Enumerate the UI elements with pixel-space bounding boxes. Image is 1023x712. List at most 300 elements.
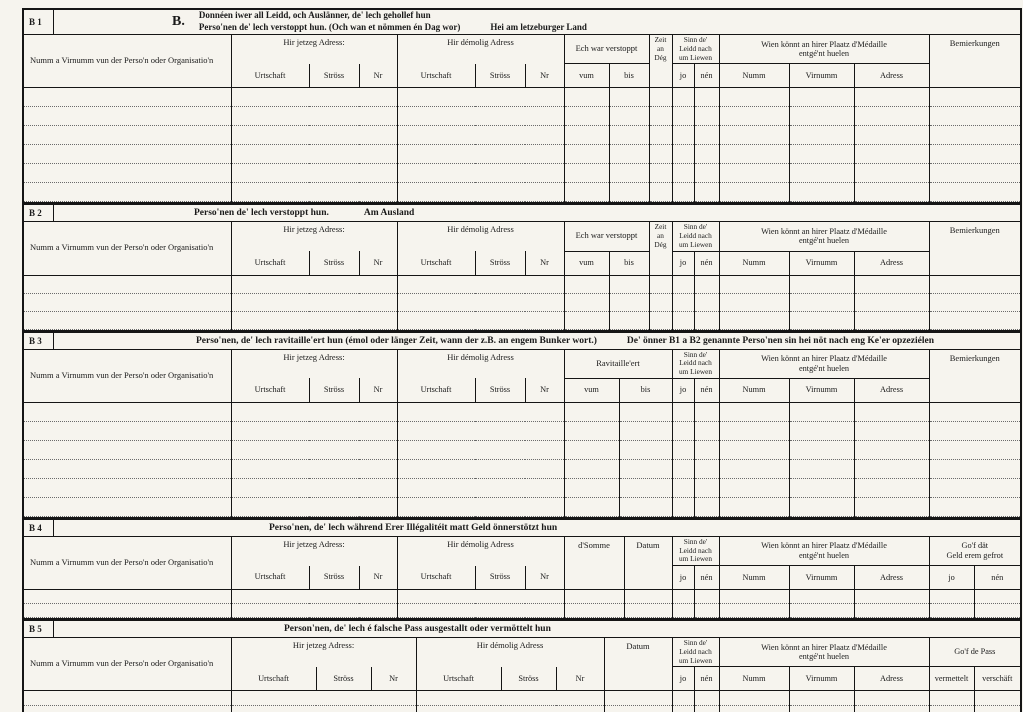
ruled-cell [564,497,619,516]
ruled-cell [719,145,789,164]
section-b5-title: Person'nen, de' lech é falsche Pass ausgestallt oder vermöttelt hun [284,624,551,634]
header-row [24,537,1020,566]
ruled-cell [694,421,719,440]
ruled-cell [719,275,789,293]
ruled-cell [854,164,929,183]
col-jetzeg-urtschaft: Urtschaft [231,667,316,691]
col-jo: jo [672,667,694,691]
table-row [24,691,1020,706]
ruled-cell [397,164,564,183]
ruled-cell [974,604,1020,618]
ruled-cell [694,604,719,618]
ruled-cell [564,88,609,107]
col-med-numm: Numm [719,64,789,88]
col-pass-verschaeft: verschäft [974,667,1020,691]
section-b5-title-row [24,621,1020,638]
col-demolig-urtschaft: Urtschaft [397,378,475,402]
section-b3-title: Perso'nen, de' lech ravitaille'ert hun (émol oder länger Zeit, wann der z.B. an engem Bunker wort.) [196,335,597,346]
col-demolig-adress: Hir démolig Adress [397,35,564,64]
ruled-cell [789,421,854,440]
col-demolig-stross: Ströss [475,64,525,88]
ruled-cell [719,421,789,440]
ruled-cell [789,402,854,421]
header-row [24,638,1020,667]
section-id-b4: B 4 [24,520,54,536]
col-med-adress: Adress [854,251,929,275]
ruled-cell [929,706,974,712]
col-nen: nén [694,64,719,88]
ruled-cell [789,293,854,311]
col-demolig-urtschaft: Urtschaft [416,667,501,691]
ruled-cell [24,126,231,145]
ruled-cell [854,275,929,293]
ruled-cell [789,311,854,329]
col-med-numm: Numm [719,378,789,402]
table-row [24,126,1020,145]
col-geld-gefrot: Go'f dät Geld erem gefrot [929,537,1020,566]
ruled-cell [231,706,416,712]
ruled-cell [719,497,789,516]
ruled-cell [231,440,397,459]
ruled-cell [672,478,694,497]
ruled-cell [672,691,694,706]
table-row [24,88,1020,107]
ruled-cell [397,126,564,145]
ruled-cell [929,497,1020,516]
col-demolig-nr: Nr [525,378,564,402]
ruled-cell [649,183,672,202]
col-jo: jo [672,566,694,590]
ruled-cell [24,164,231,183]
table-row [24,478,1020,497]
ruled-cell [564,107,609,126]
col-bis: bis [609,251,649,275]
ruled-cell [719,706,789,712]
ruled-cell [929,164,1020,183]
col-jetzeg-nr: Nr [359,64,397,88]
section-b1-title-line2: Perso'nen de' lech verstoppt hun. (Och wan et nömmen én Dag wor) Hei am letzeburger Land [198,22,587,32]
ruled-cell [231,311,397,329]
ruled-cell [929,459,1020,478]
ruled-cell [694,691,719,706]
table-row [24,421,1020,440]
ruled-cell [24,706,231,712]
ruled-cell [789,107,854,126]
col-bemierkungen: Bemierkungen [929,350,1020,403]
col-bemierkungen: Bemierkungen [929,35,1020,88]
ruled-cell [564,145,609,164]
ruled-cell [672,145,694,164]
ruled-cell [854,107,929,126]
ruled-cell [231,402,397,421]
ruled-cell [719,604,789,618]
col-pass: Go'f de Pass [929,638,1020,667]
section-b3-title-row [24,333,1020,350]
col-jo: jo [672,251,694,275]
col-bis: bis [619,378,672,402]
table-row [24,590,1020,604]
table-row [24,275,1020,293]
ruled-cell [564,183,609,202]
ruled-cell [974,706,1020,712]
ruled-cell [231,275,397,293]
ruled-cell [604,706,672,712]
ruled-cell [231,691,416,706]
ruled-cell [854,478,929,497]
ruled-cell [694,402,719,421]
col-datum: Datum [604,638,672,691]
col-demolig-nr: Nr [525,251,564,275]
ruled-cell [397,497,564,516]
ruled-cell [24,691,231,706]
ruled-cell [624,590,672,604]
ruled-cell [24,459,231,478]
col-demolig-nr: Nr [556,667,604,691]
ruled-cell [564,311,609,329]
ruled-cell [694,88,719,107]
table-b5 [24,638,1020,712]
ruled-cell [397,311,564,329]
ruled-cell [929,478,1020,497]
col-jetzeg-adress: Hir jetzeg Adress: [231,35,397,64]
ruled-cell [564,164,609,183]
ruled-cell [24,421,231,440]
ruled-cell [789,164,854,183]
col-med-numm: Numm [719,667,789,691]
ruled-cell [397,478,564,497]
ruled-cell [789,604,854,618]
ruled-cell [24,88,231,107]
ruled-cell [929,311,1020,329]
ruled-cell [619,478,672,497]
ruled-cell [564,402,619,421]
ruled-cell [854,706,929,712]
col-name: Numm a Virnumm vun der Perso'n oder Organisatio'n [24,537,231,590]
ruled-cell [231,590,397,604]
section-b1-title-line2b: Hei am letzeburger Land [490,22,587,32]
ruled-cell [854,293,929,311]
ruled-cell [416,691,604,706]
ruled-cell [397,459,564,478]
ruled-cell [719,590,789,604]
ruled-cell [929,402,1020,421]
col-medaille: Wien könnt an hirer Plaatz d'Médaille entgé'nt huelen [719,537,929,566]
ruled-cell [854,126,929,145]
section-b2-title: Perso'nen de' lech verstoppt hun. [194,208,329,219]
ruled-cell [789,440,854,459]
ruled-cell [854,145,929,164]
section-b1-title-line1: Donnéen iwer all Leidd, och Auslänner, de' lech gehollef hun [198,10,431,21]
ruled-cell [929,440,1020,459]
ruled-cell [564,478,619,497]
col-jetzeg-adress: Hir jetzeg Adress: [231,537,397,566]
ruled-cell [624,604,672,618]
col-jetzeg-stross: Ströss [309,566,359,590]
ruled-cell [24,402,231,421]
ruled-cell [397,590,564,604]
ruled-cell [672,590,694,604]
ruled-cell [929,126,1020,145]
col-zeit: Zeit an Dég [649,35,672,88]
table-row [24,311,1020,329]
section-b3 [24,330,1020,517]
ruled-cell [24,497,231,516]
ruled-cell [719,691,789,706]
section-id-b5: B 5 [24,621,54,637]
ruled-cell [719,107,789,126]
col-med-virnumm: Virnumm [789,64,854,88]
ruled-cell [564,126,609,145]
ruled-cell [672,293,694,311]
ruled-cell [854,88,929,107]
ruled-cell [974,590,1020,604]
ruled-cell [672,421,694,440]
ruled-cell [789,459,854,478]
ruled-cell [719,164,789,183]
col-demolig-adress: Hir démolig Adress [397,537,564,566]
col-pass-vermettelt: vermettelt [929,667,974,691]
ruled-cell [929,88,1020,107]
ruled-cell [719,459,789,478]
table-b2 [24,222,1020,329]
ruled-cell [672,440,694,459]
ruled-cell [24,107,231,126]
col-demolig-adress: Hir démolig Adress [397,222,564,251]
ruled-cell [672,497,694,516]
col-jetzeg-adress: Hir jetzeg Adress: [231,350,397,379]
ruled-cell [397,604,564,618]
ruled-cell [609,88,649,107]
col-jetzeg-nr: Nr [359,378,397,402]
col-demolig-stross: Ströss [475,566,525,590]
ruled-cell [672,604,694,618]
col-demolig-urtschaft: Urtschaft [397,566,475,590]
table-row [24,706,1020,712]
form-b [22,8,1022,712]
ruled-cell [231,107,397,126]
ruled-cell [672,402,694,421]
ruled-cell [609,145,649,164]
col-bis: bis [609,64,649,88]
ruled-cell [789,275,854,293]
ruled-cell [929,293,1020,311]
col-jetzeg-adress: Hir jetzeg Adress: [231,222,397,251]
col-ravitailleert: Ravitaille'ert [564,350,672,379]
col-med-numm: Numm [719,251,789,275]
ruled-cell [672,164,694,183]
ruled-cell [854,311,929,329]
ruled-cell [619,421,672,440]
col-name: Numm a Virnumm vun der Perso'n oder Organisatio'n [24,350,231,403]
ruled-cell [854,604,929,618]
ruled-cell [694,311,719,329]
ruled-cell [694,497,719,516]
col-liewen: Sinn de' Leidd nach um Liewen [672,350,719,379]
ruled-cell [672,706,694,712]
col-name: Numm a Virnumm vun der Perso'n oder Organisatio'n [24,222,231,275]
section-b2-subtitle: Am Ausland [363,208,415,219]
ruled-cell [854,440,929,459]
header-row [24,222,1020,251]
table-row [24,604,1020,618]
table-row [24,497,1020,516]
ruled-cell [854,459,929,478]
ruled-cell [609,183,649,202]
ruled-cell [397,107,564,126]
col-med-adress: Adress [854,566,929,590]
ruled-cell [694,275,719,293]
ruled-cell [24,275,231,293]
ruled-cell [789,590,854,604]
ruled-cell [672,126,694,145]
ruled-cell [929,145,1020,164]
ruled-cell [929,604,974,618]
ruled-cell [619,402,672,421]
col-med-virnumm: Virnumm [789,566,854,590]
ruled-cell [24,590,231,604]
ruled-cell [929,107,1020,126]
col-dsomme: d'Somme [564,537,624,590]
section-b4-title-row [24,520,1020,537]
ruled-cell [694,590,719,604]
ruled-cell [694,126,719,145]
ruled-cell [24,478,231,497]
ruled-cell [564,421,619,440]
col-med-virnumm: Virnumm [789,667,854,691]
col-datum: Datum [624,537,672,590]
col-jetzeg-urtschaft: Urtschaft [231,64,309,88]
ruled-cell [672,107,694,126]
table-row [24,440,1020,459]
table-row [24,293,1020,311]
ruled-cell [694,440,719,459]
section-b4 [24,517,1020,618]
col-demolig-adress: Hir démolig Adress [397,350,564,379]
ruled-cell [789,691,854,706]
ruled-cell [649,145,672,164]
ruled-cell [231,421,397,440]
col-liewen: Sinn de' Leidd nach um Liewen [672,638,719,667]
table-row [24,402,1020,421]
ruled-cell [719,440,789,459]
ruled-cell [619,440,672,459]
ruled-cell [397,440,564,459]
col-jetzeg-urtschaft: Urtschaft [231,378,309,402]
col-name: Numm a Virnumm vun der Perso'n oder Organisatio'n [24,638,231,691]
ruled-cell [397,145,564,164]
ruled-cell [564,440,619,459]
col-geld-jo: jo [929,566,974,590]
ruled-cell [929,590,974,604]
table-b3 [24,350,1020,517]
col-demolig-stross: Ströss [475,378,525,402]
section-id-b3: B 3 [24,333,54,349]
ruled-cell [719,478,789,497]
ruled-cell [564,590,624,604]
table-b1 [24,35,1020,202]
col-demolig-stross: Ströss [501,667,556,691]
ruled-cell [672,459,694,478]
col-demolig-urtschaft: Urtschaft [397,64,475,88]
ruled-cell [854,183,929,202]
header-row [24,350,1020,379]
col-jetzeg-adress: Hir jetzeg Adress: [231,638,416,667]
section-b1 [24,10,1020,202]
table-row [24,183,1020,202]
ruled-cell [719,126,789,145]
col-demolig-urtschaft: Urtschaft [397,251,475,275]
col-name: Numm a Virnumm vun der Perso'n oder Organisatio'n [24,35,231,88]
ruled-cell [609,311,649,329]
header-row [24,35,1020,64]
ruled-cell [789,706,854,712]
section-b3-title2: De' önner B1 a B2 genannte Perso'nen sin hei nöt nach eng Ke'er opzeziélen [626,335,934,346]
col-demolig-stross: Ströss [475,251,525,275]
col-geld-nen: nén [974,566,1020,590]
ruled-cell [719,88,789,107]
ruled-cell [231,293,397,311]
ruled-cell [719,402,789,421]
ruled-cell [231,183,397,202]
col-jetzeg-stross: Ströss [309,64,359,88]
ruled-cell [231,145,397,164]
ruled-cell [974,691,1020,706]
ruled-cell [672,183,694,202]
ruled-cell [649,164,672,183]
section-b4-title: Perso'nen, de' lech während Erer Illégalitéit matt Geld önnerstötzt hun [269,522,558,533]
col-jetzeg-nr: Nr [359,566,397,590]
col-verstoppt: Ech war verstoppt [564,35,649,64]
col-jetzeg-nr: Nr [371,667,416,691]
ruled-cell [24,145,231,164]
ruled-cell [694,293,719,311]
ruled-cell [929,183,1020,202]
ruled-cell [789,88,854,107]
table-row [24,145,1020,164]
col-nen: nén [694,251,719,275]
ruled-cell [564,275,609,293]
col-medaille: Wien könnt an hirer Plaatz d'Médaille entgé'nt huelen [719,35,929,64]
ruled-cell [397,88,564,107]
ruled-cell [649,88,672,107]
col-medaille: Wien könnt an hirer Plaatz d'Médaille entgé'nt huelen [719,350,929,379]
ruled-cell [789,183,854,202]
col-nen: nén [694,378,719,402]
section-b5 [24,618,1020,712]
ruled-cell [231,126,397,145]
col-vum: vum [564,378,619,402]
ruled-cell [694,164,719,183]
col-vum: vum [564,251,609,275]
ruled-cell [789,497,854,516]
col-nen: nén [694,667,719,691]
ruled-cell [854,402,929,421]
section-id-b1: B 1 [24,10,54,34]
col-bemierkungen: Bemierkungen [929,222,1020,275]
col-nen: nén [694,566,719,590]
ruled-cell [649,311,672,329]
ruled-cell [649,126,672,145]
col-verstoppt: Ech war verstoppt [564,222,649,251]
ruled-cell [789,145,854,164]
col-liewen: Sinn de' Leidd nach um Liewen [672,537,719,566]
ruled-cell [649,293,672,311]
col-jetzeg-urtschaft: Urtschaft [231,251,309,275]
col-jo: jo [672,378,694,402]
ruled-cell [929,691,974,706]
ruled-cell [231,604,397,618]
col-med-virnumm: Virnumm [789,251,854,275]
